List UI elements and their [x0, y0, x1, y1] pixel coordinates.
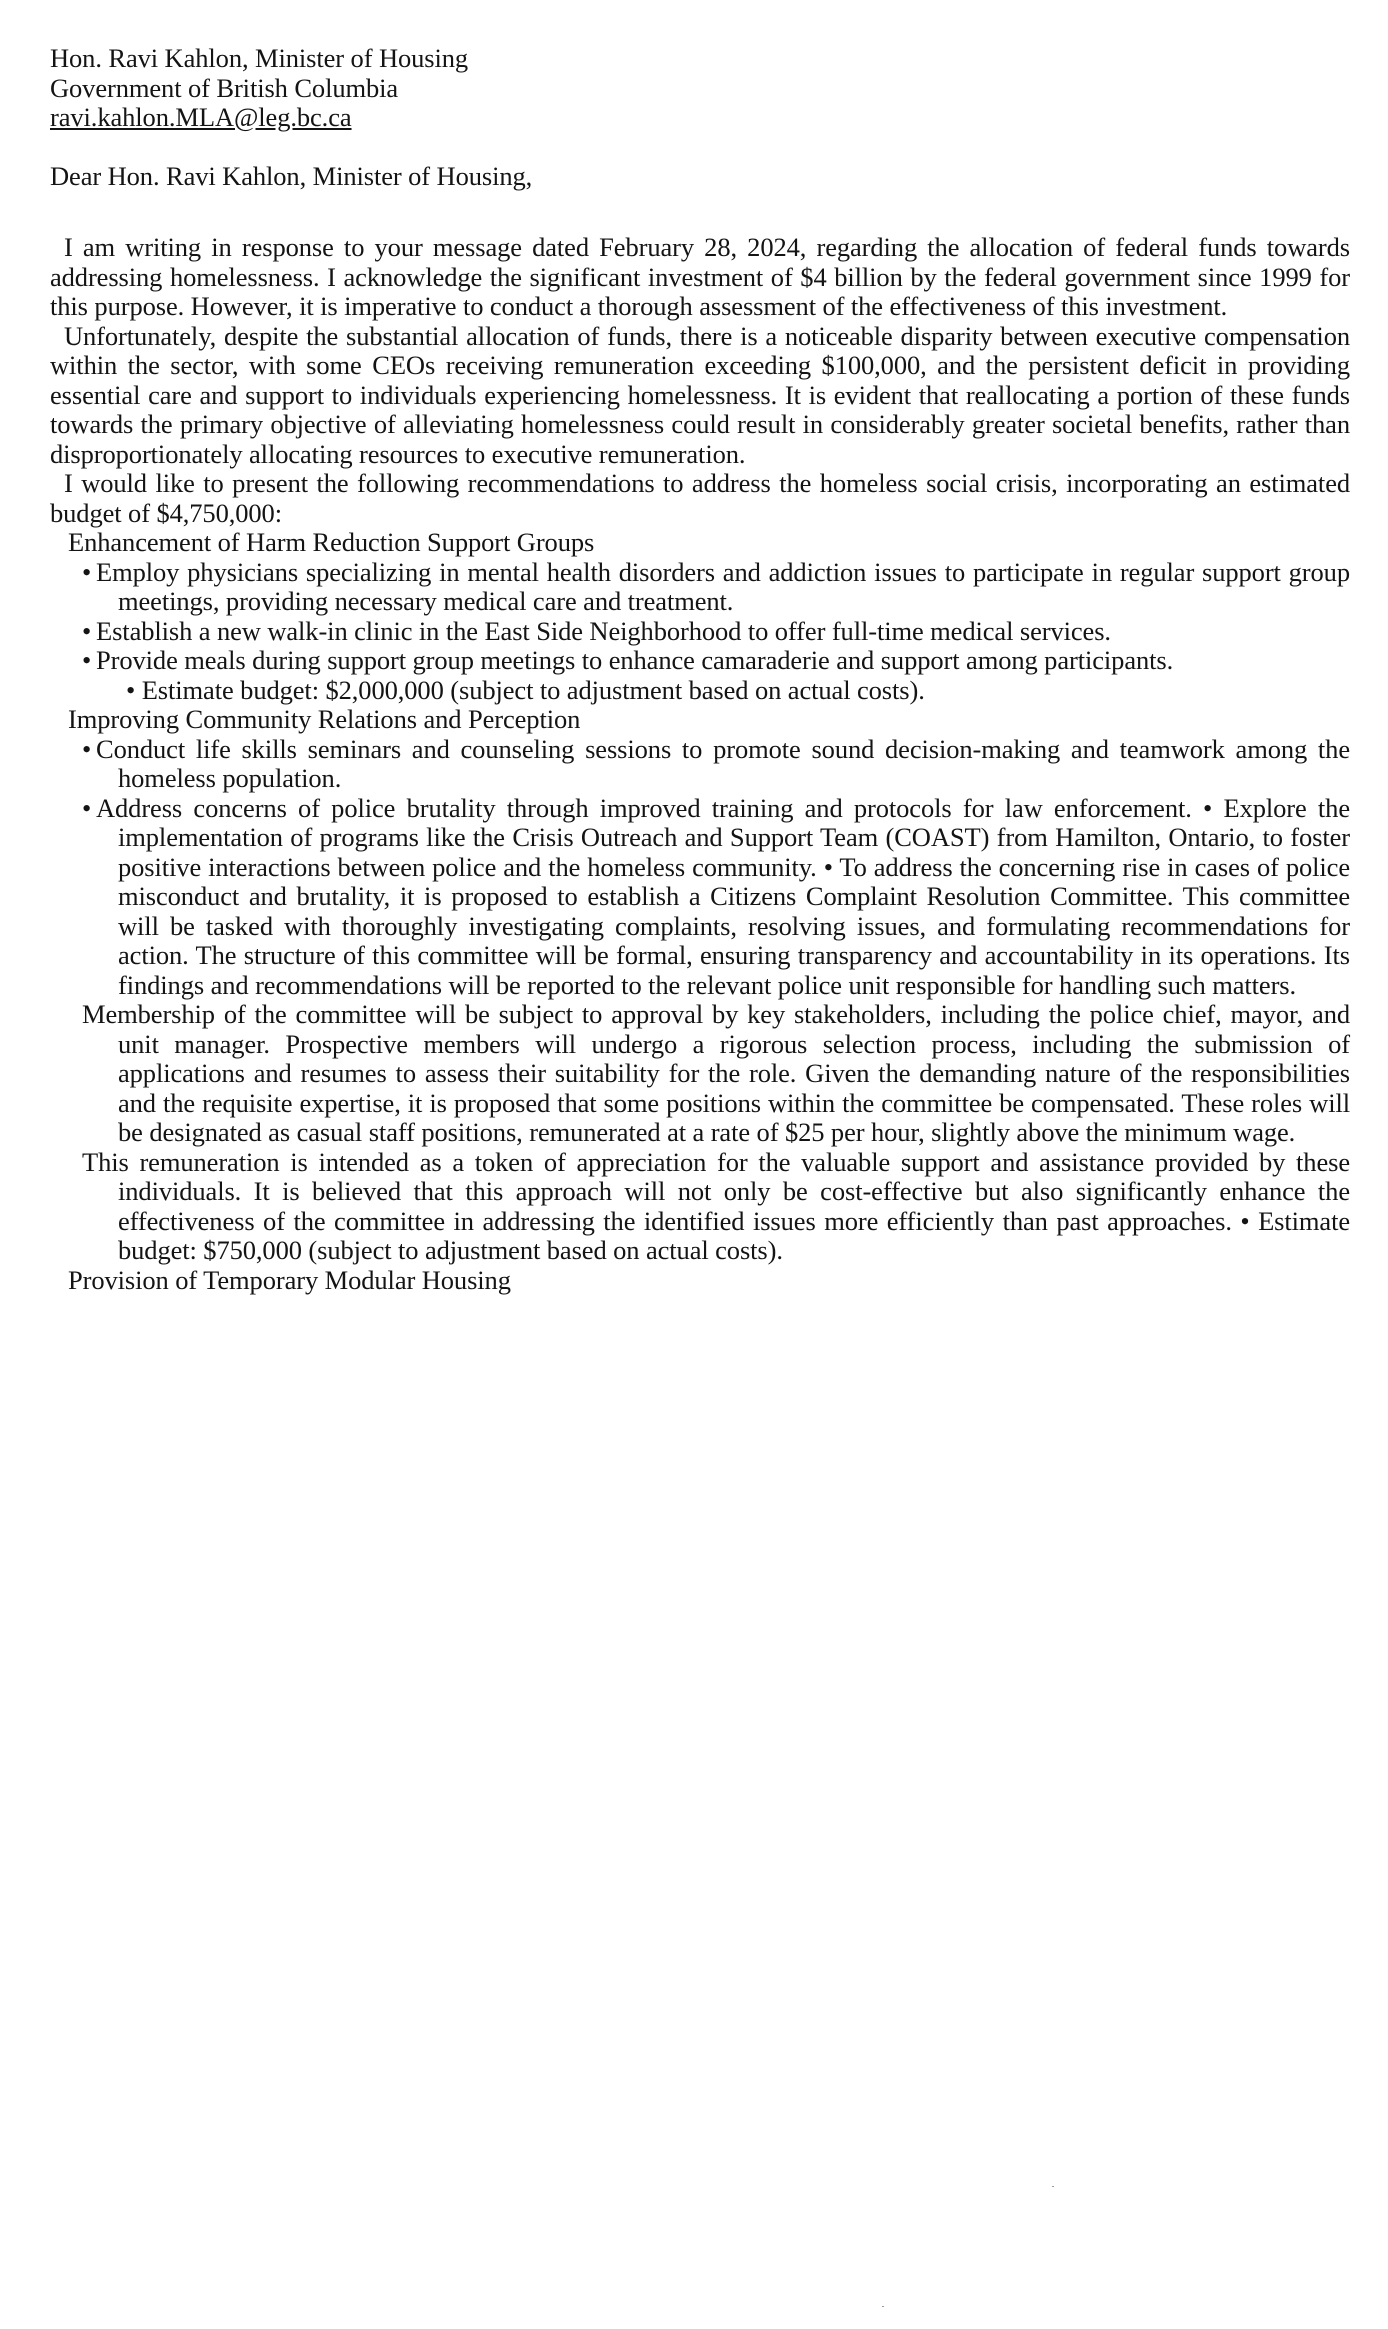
bullet-text: Employ physicians specializing in mental health disorders and addiction issues to participate in regular support group meetings, providing necessary medical care and treatment.	[96, 556, 1350, 616]
recipient-organization: Government of British Columbia	[50, 72, 399, 103]
intro-paragraph: I am writing in response to your message dated February 28, 2024, regarding the allocation of federal funds towards addressing homelessness. I acknowledge the significant investment of $4 billion by the federal government since 1999 for this purpose. However, it is imperative to conduct a thorough assessment of the effectiveness of this investment.	[50, 232, 1350, 321]
harm-reduction-heading: Enhancement of Harm Reduction Support Groups	[68, 527, 595, 557]
bullet-text: Address concerns of police brutality through improved training and protocols for law enforcement. • Explore the implementation of programs like the Crisis Outreach and Support Team (COAST) from Hamilton, Ontario, to foster positive interactions between police and the homeless community. • To address the concerning rise in cases of police misconduct and brutality, it is proposed to establish a Citizens Complaint Resolution Committee. This committee will be tasked with thoroughly investigating complaints, resolving issues, and formulating recommendations for action. The structure of this committee will be formal, ensuring transparency and accountability in its operations. Its findings and recommendations will be reported to the relevant police unit responsible for handling such matters.	[96, 792, 1350, 1000]
recipient-block	[50, 44, 1350, 133]
recipient-name-title: Hon. Ravi Kahlon, Minister of Housing	[50, 43, 469, 73]
scan-speck	[1052, 2186, 1054, 2187]
membership-paragraph: Membership of the committee will be subject to approval by key stakeholders, including the police chief, mayor, and unit manager. Prospective members will undergo a rigorous selection process, including the submission of applications and resumes to assess their suitability for the role. Given the demanding nature of the responsibilities and the requisite expertise, it is proposed that some positions within the committee be compensated. These roles will be designated as casual staff positions, remunerated at a rate of $25 per hour, slightly above the minimum wage.	[82, 999, 1350, 1147]
bullet-text: Establish a new walk-in clinic in the East Side Neighborhood to offer full-time medical services.	[96, 615, 1111, 646]
list-item	[50, 794, 1350, 1001]
bullet-icon: •	[82, 556, 92, 587]
bullet-icon: •	[82, 615, 92, 646]
list-item	[50, 735, 1350, 794]
list-item	[50, 646, 1350, 676]
bullet-text: Provide meals during support group meetings to enhance camaraderie and support among participants.	[96, 645, 1174, 675]
bullet-icon: •	[82, 733, 92, 764]
harm-reduction-budget	[50, 676, 1350, 706]
bullet-icon: •	[82, 792, 92, 823]
salutation: Dear Hon. Ravi Kahlon, Minister of Housing,	[50, 160, 533, 191]
letter-body	[50, 44, 1350, 1295]
recipient-email-link[interactable]: ravi.kahlon.MLA@leg.bc.ca	[50, 102, 352, 132]
disparity-paragraph: Unfortunately, despite the substantial allocation of funds, there is a noticeable disparity between executive compensation within the sector, with some CEOs receiving remuneration exceeding $100,000, and the persistent deficit in providing essential care and support to individuals experiencing homelessness. It is evident that reallocating a portion of these funds towards the primary objective of alleviating homelessness could result in considerably greater societal benefits, rather than disproportionately allocating resources to executive remuneration.	[50, 320, 1350, 469]
community-relations-heading: Improving Community Relations and Perception	[68, 704, 581, 734]
modular-housing-heading: Provision of Temporary Modular Housing	[68, 1264, 511, 1295]
recommendations-paragraph: I would like to present the following recommendations to address the homeless social crisis, incorporating an estimated budget of $4,750,000:	[50, 468, 1350, 528]
remuneration-paragraph: This remuneration is intended as a token of appreciation for the valuable support and assistance provided by these individuals. It is believed that this approach will not only be cost-effective but also significantly enhance the effectiveness of the committee in addressing the identified issues more efficiently than past approaches. • Estimate budget: $750,000 (subject to adjustment based on actual costs).	[82, 1146, 1350, 1265]
list-item	[50, 558, 1350, 617]
bullet-icon: •	[126, 674, 136, 705]
scan-speck	[882, 2306, 884, 2307]
list-item	[50, 617, 1350, 647]
budget-text: Estimate budget: $2,000,000 (subject to adjustment based on actual costs).	[141, 674, 925, 705]
bullet-text: Conduct life skills seminars and counseling sessions to promote sound decision-making and teamwork among the homeless population.	[96, 733, 1350, 793]
bullet-icon: •	[82, 645, 92, 675]
